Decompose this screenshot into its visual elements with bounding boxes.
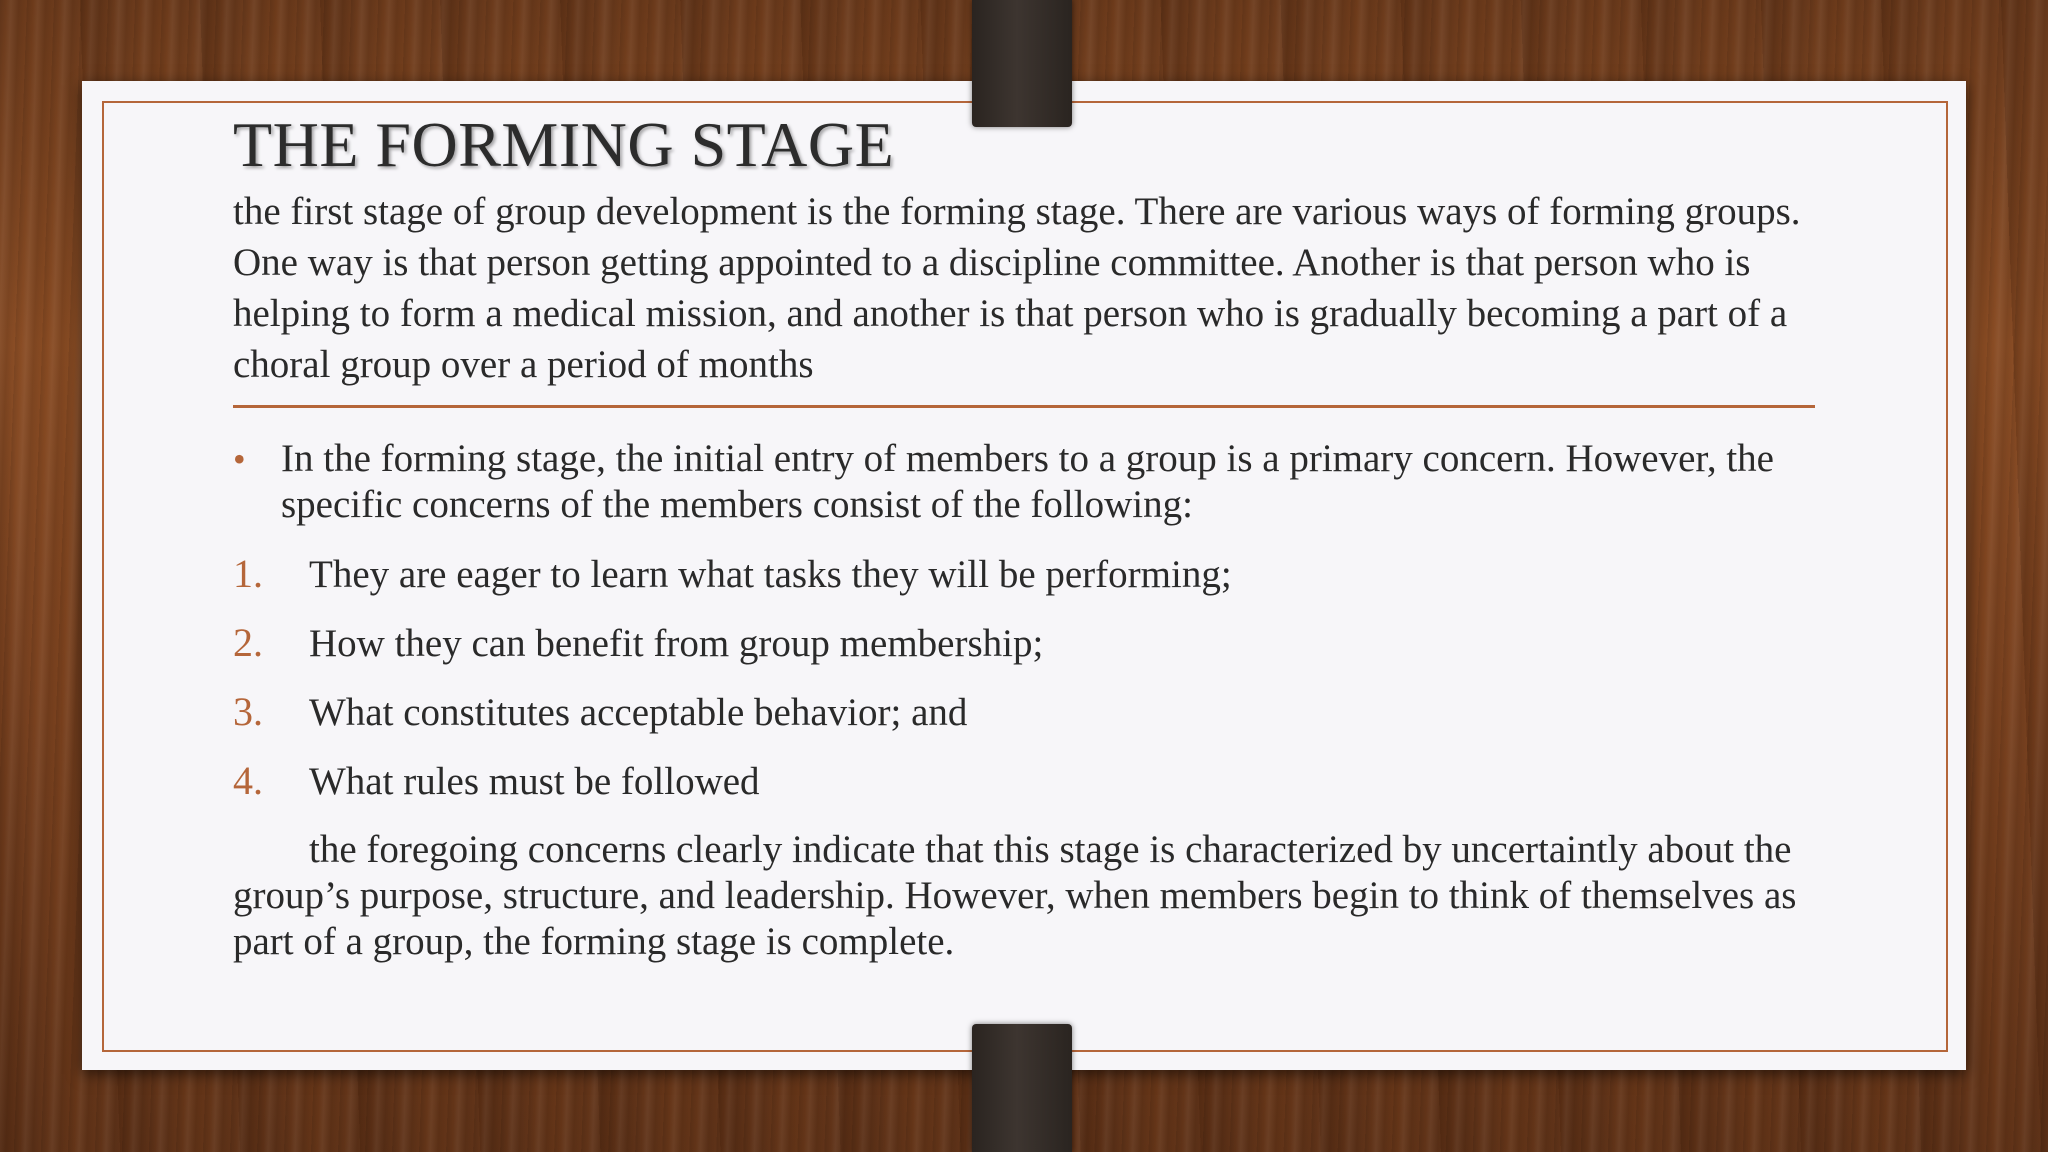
intro-paragraph: the first stage of group development is the forming stage. There are various ways of forming groups. One way is that person getting appointed to a discipline committee. Another is that person who is helping to form a medical mission, and another is that person who is gradually becoming a part of a choral group over a period of months [233, 190, 1801, 386]
bullet-marker: • [233, 439, 246, 479]
list-number: 3. [233, 689, 263, 734]
list-number: 1. [233, 551, 263, 596]
binder-clip-bottom [972, 1024, 1072, 1152]
slide-title: THE FORMING STAGE [233, 109, 895, 180]
bullet-item [233, 436, 1823, 528]
list-number: 4. [233, 758, 263, 803]
closing-paragraph: the foregoing concerns clearly indicate that this stage is characterized by uncertaintly about the group’s purpose, structure, and leadership. However, when members begin to think of themselves as part of a group, the forming stage is complete. [233, 828, 1797, 963]
divider-line [233, 405, 1815, 408]
list-text: What rules must be followed [309, 760, 760, 803]
list-item [233, 551, 1823, 598]
list-item [233, 689, 1823, 736]
bullet-text: In the forming stage, the initial entry of members to a group is a primary concern. However, the specific concerns of the members consist of the following: [281, 437, 1774, 526]
binder-clip-top [972, 0, 1072, 127]
list-item [233, 620, 1823, 667]
list-text: How they can benefit from group membership; [309, 622, 1044, 665]
list-item [233, 758, 1823, 805]
list-number: 2. [233, 620, 263, 665]
list-text: They are eager to learn what tasks they will be performing; [309, 553, 1232, 596]
list-text: What constitutes acceptable behavior; and [309, 691, 968, 734]
